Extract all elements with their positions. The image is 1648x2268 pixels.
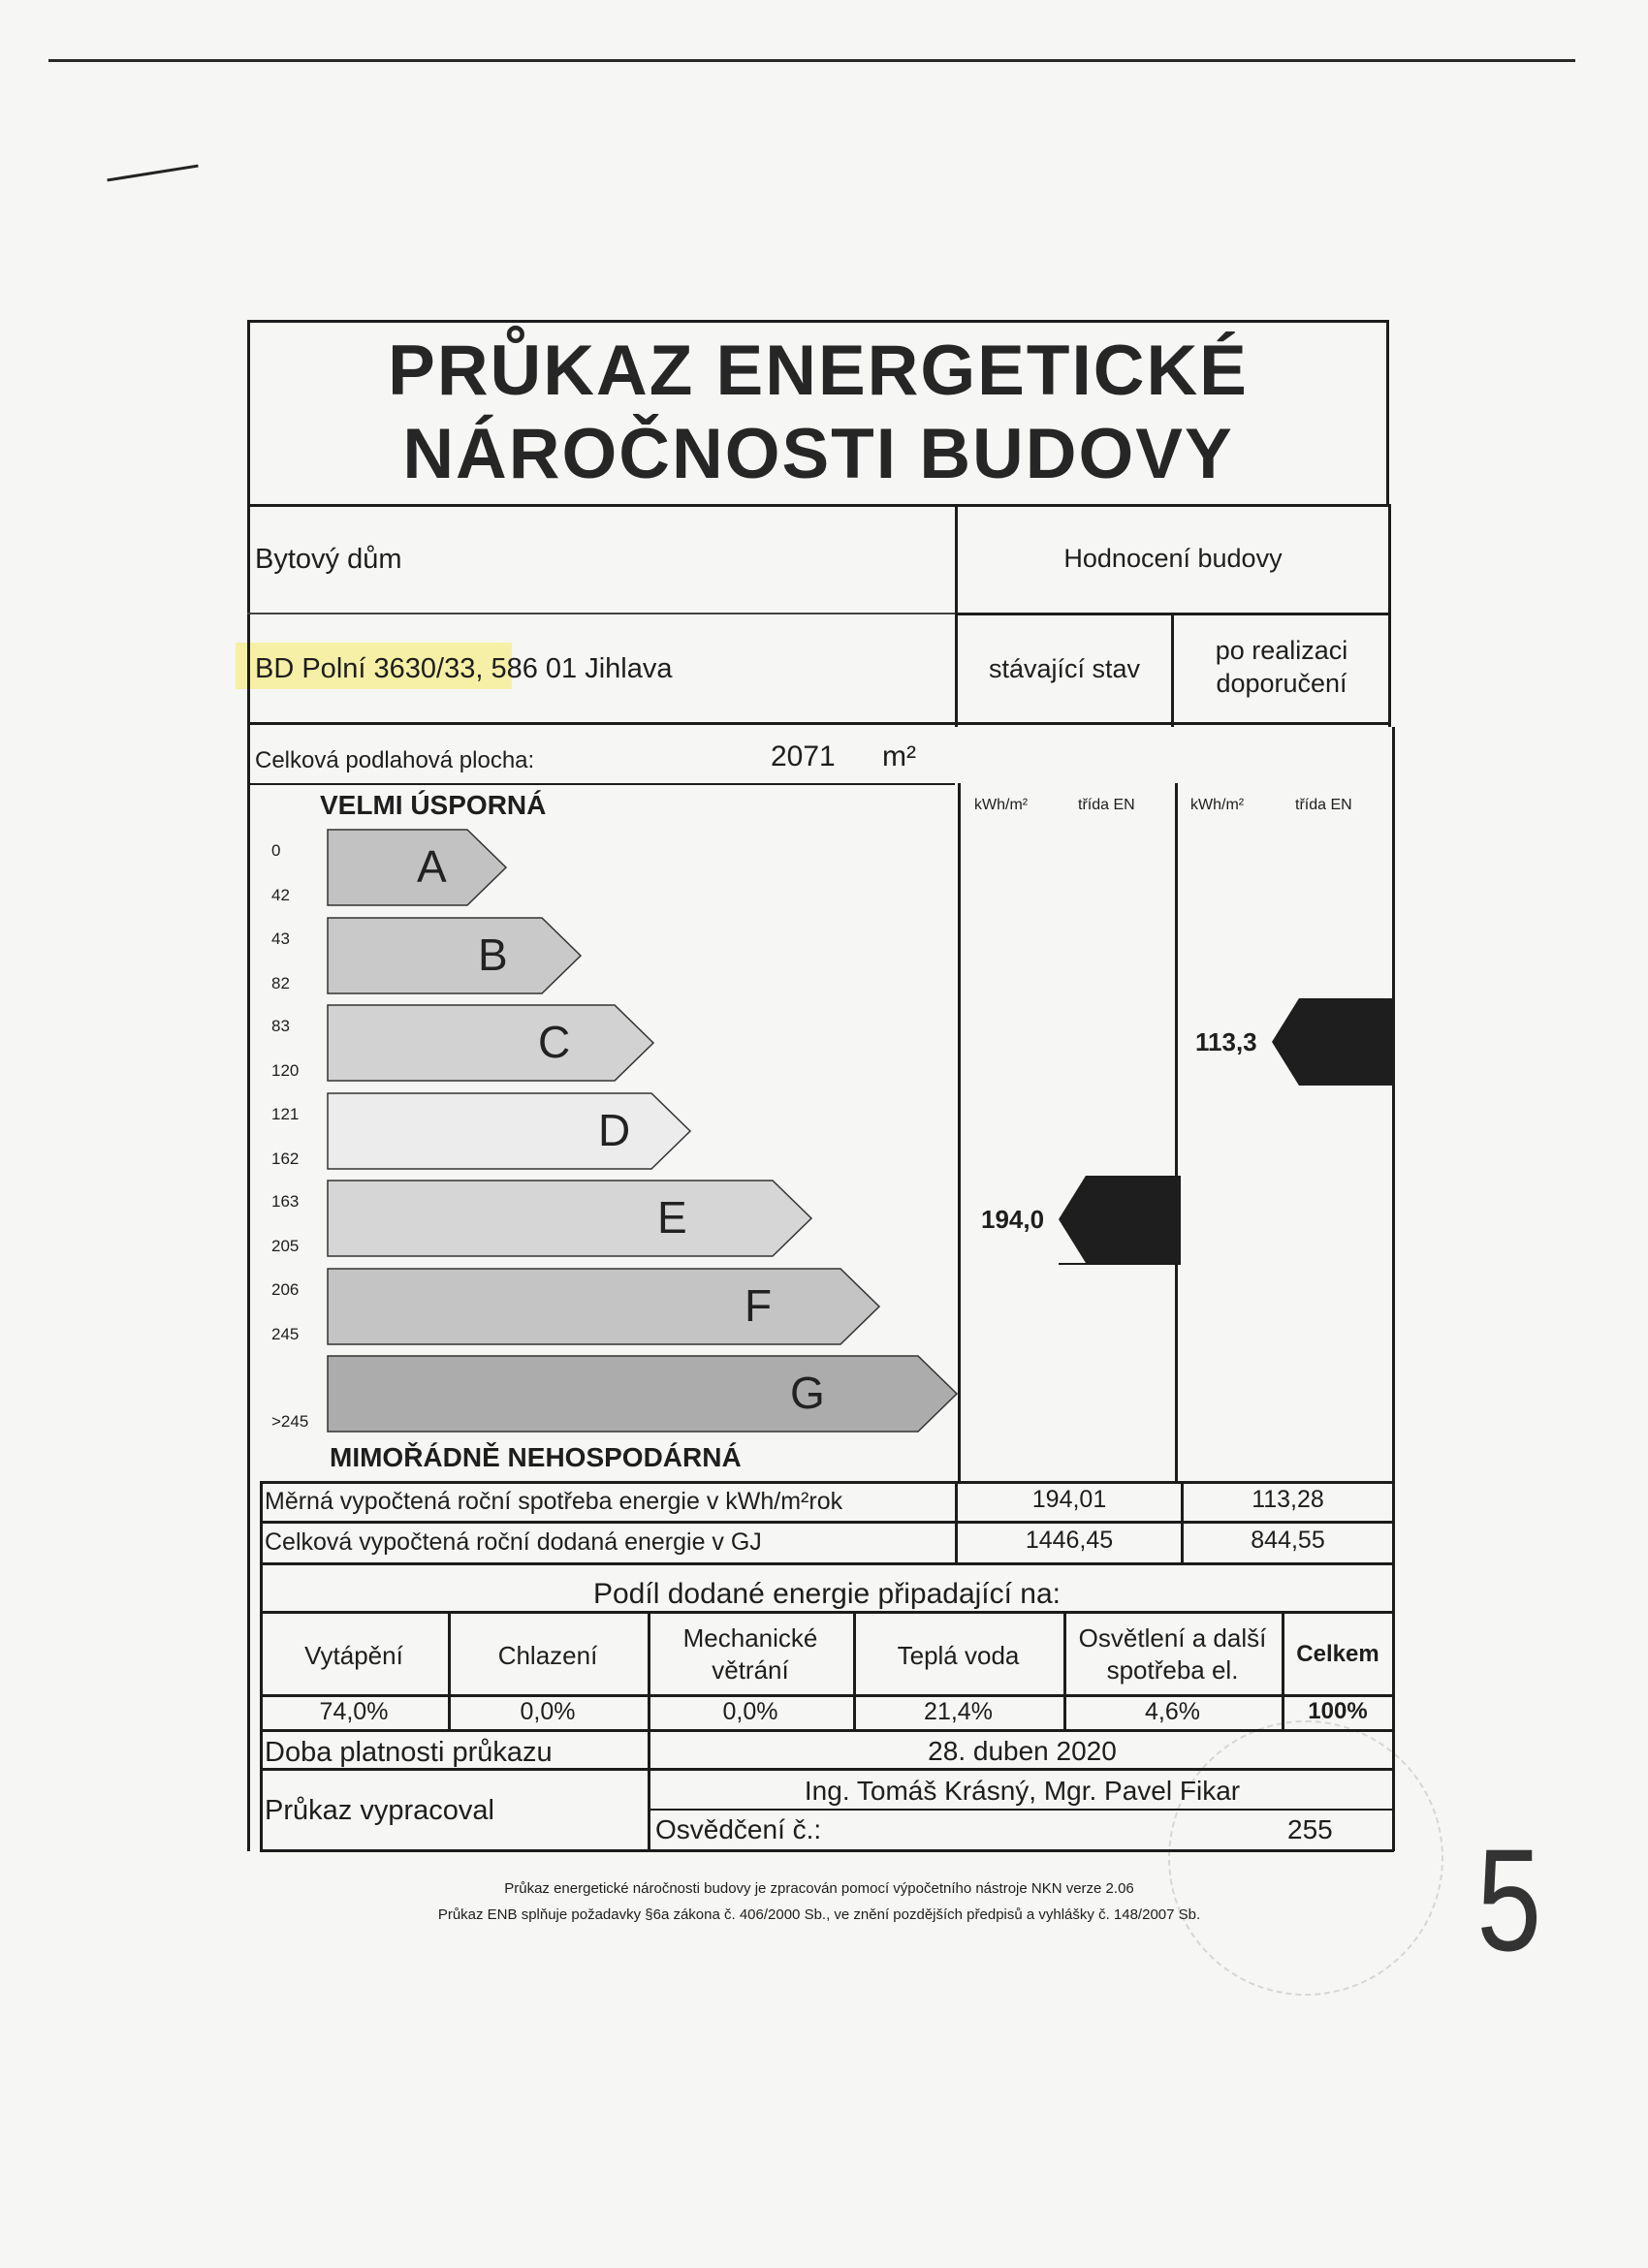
share-header: Podíl dodané energie připadající na:: [592, 1578, 1062, 1610]
share-value: 21,4%: [924, 1698, 993, 1725]
class-upper-bound: 205: [271, 1237, 300, 1255]
class-upper-bound: 42: [271, 886, 290, 904]
author-names: Ing. Tomáš Krásný, Mgr. Pavel Fikar: [804, 1776, 1241, 1806]
after-rating-value: 113,3: [1195, 1027, 1257, 1056]
document-title-line2: NÁROČNOSTI BUDOVY: [402, 415, 1234, 493]
share-value: 0,0%: [722, 1698, 778, 1725]
certificate-label: Osvědčení č.:: [655, 1814, 822, 1844]
footer-line1: Průkaz energetické náročnosti budovy je zpracován pomocí výpočetního nástroje NKN verze 2.06: [504, 1880, 1134, 1897]
share-column-header: Chlazení: [497, 1641, 598, 1670]
energy-class-e-arrow: [327, 1180, 813, 1257]
class-upper-bound: 120: [271, 1061, 300, 1080]
class-lower-bound: 206: [271, 1279, 300, 1299]
evaluation-header: Hodnocení budovy: [1063, 544, 1283, 573]
class-upper-bound: 245: [271, 1324, 300, 1343]
after-rating-marker: [1272, 998, 1394, 1086]
specific-energy-current: 194,01: [1031, 1486, 1107, 1513]
building-type: Bytový dům: [255, 544, 402, 575]
energy-class-letter: B: [478, 929, 508, 980]
energy-class-letter: F: [745, 1279, 773, 1331]
energy-class-letter: D: [598, 1104, 631, 1155]
border: [247, 320, 1389, 323]
specific-energy-label: Měrná vypočtená roční spotřeba energie v kWh/m²rok: [265, 1488, 843, 1515]
top-rule: [48, 59, 1575, 62]
validity-label: Doba platnosti průkazu: [265, 1737, 553, 1768]
validity-value: 28. duben 2020: [928, 1736, 1117, 1766]
page-number: 5: [1476, 1818, 1542, 1981]
class-lower-bound: 0: [271, 841, 281, 860]
pen-mark: [107, 165, 198, 182]
building-address: BD Polní 3630/33, 586 01 Jihlava: [255, 653, 673, 684]
certificate-number: 255: [1287, 1814, 1333, 1844]
share-column-header: Teplá voda: [897, 1641, 1020, 1670]
total-energy-current: 1446,45: [1025, 1527, 1114, 1554]
share-value: 74,0%: [319, 1698, 389, 1725]
class-lower-bound: 43: [271, 929, 290, 948]
share-value: 100%: [1308, 1698, 1368, 1724]
energy-class-c-arrow: [327, 1004, 655, 1082]
border: [1386, 320, 1389, 504]
class-lower-bound: 163: [271, 1192, 300, 1211]
class-lower-bound: >245: [271, 1412, 309, 1431]
share-value: 4,6%: [1145, 1698, 1200, 1725]
col-after-label: po realizaci doporučení: [1215, 636, 1348, 698]
energy-class-g-arrow: [327, 1355, 959, 1433]
share-value: 0,0%: [520, 1698, 576, 1725]
energy-class-letter: G: [790, 1368, 825, 1418]
unit-kwh-after: kWh/m²: [1190, 797, 1245, 813]
unit-class-current: třída EN: [1078, 797, 1135, 813]
energy-class-letter: A: [417, 841, 447, 892]
share-column-header: Osvětlení a další spotřeba el.: [1078, 1623, 1267, 1685]
current-rating-marker: [1059, 1176, 1181, 1263]
area-label: Celková podlahová plocha:: [255, 747, 535, 773]
energy-class-letter: E: [657, 1192, 687, 1243]
specific-energy-after: 113,28: [1252, 1486, 1324, 1513]
energy-class-letter: C: [538, 1017, 571, 1067]
share-column-header: Mechanické větrání: [682, 1623, 818, 1685]
energy-class-f-arrow: [327, 1268, 881, 1345]
total-energy-after: 844,55: [1251, 1527, 1325, 1554]
class-upper-bound: 82: [271, 973, 290, 992]
area-value: 2071: [771, 740, 836, 772]
energy-class-b-arrow: [327, 917, 583, 994]
class-lower-bound: 83: [271, 1017, 290, 1035]
scale-bottom-label: MIMOŘÁDNĚ NEHOSPODÁRNÁ: [330, 1442, 742, 1472]
class-lower-bound: 121: [271, 1104, 300, 1123]
total-energy-label: Celková vypočtená roční dodaná energie v GJ: [265, 1528, 762, 1556]
area-unit: m²: [882, 740, 916, 772]
col-current-label: stávající stav: [988, 654, 1141, 683]
class-upper-bound: 162: [271, 1149, 300, 1168]
energy-class-d-arrow: [327, 1092, 692, 1170]
current-rating-value: 194,0: [981, 1205, 1045, 1234]
share-column-header: Vytápění: [304, 1641, 403, 1670]
unit-kwh-current: kWh/m²: [974, 797, 1029, 813]
share-column-header: Celkem: [1296, 1641, 1379, 1667]
unit-class-after: třída EN: [1295, 797, 1352, 813]
footer-line2: Průkaz ENB splňuje požadavky §6a zákona č. 406/2000 Sb., ve znění pozdějších předpisů a vyhlášky č. 148/2007 Sb.: [437, 1906, 1201, 1923]
author-label: Průkaz vypracoval: [265, 1795, 494, 1826]
document-title-line1: PRŮKAZ ENERGETICKÉ: [388, 331, 1249, 410]
scale-top-label: VELMI ÚSPORNÁ: [320, 790, 547, 820]
